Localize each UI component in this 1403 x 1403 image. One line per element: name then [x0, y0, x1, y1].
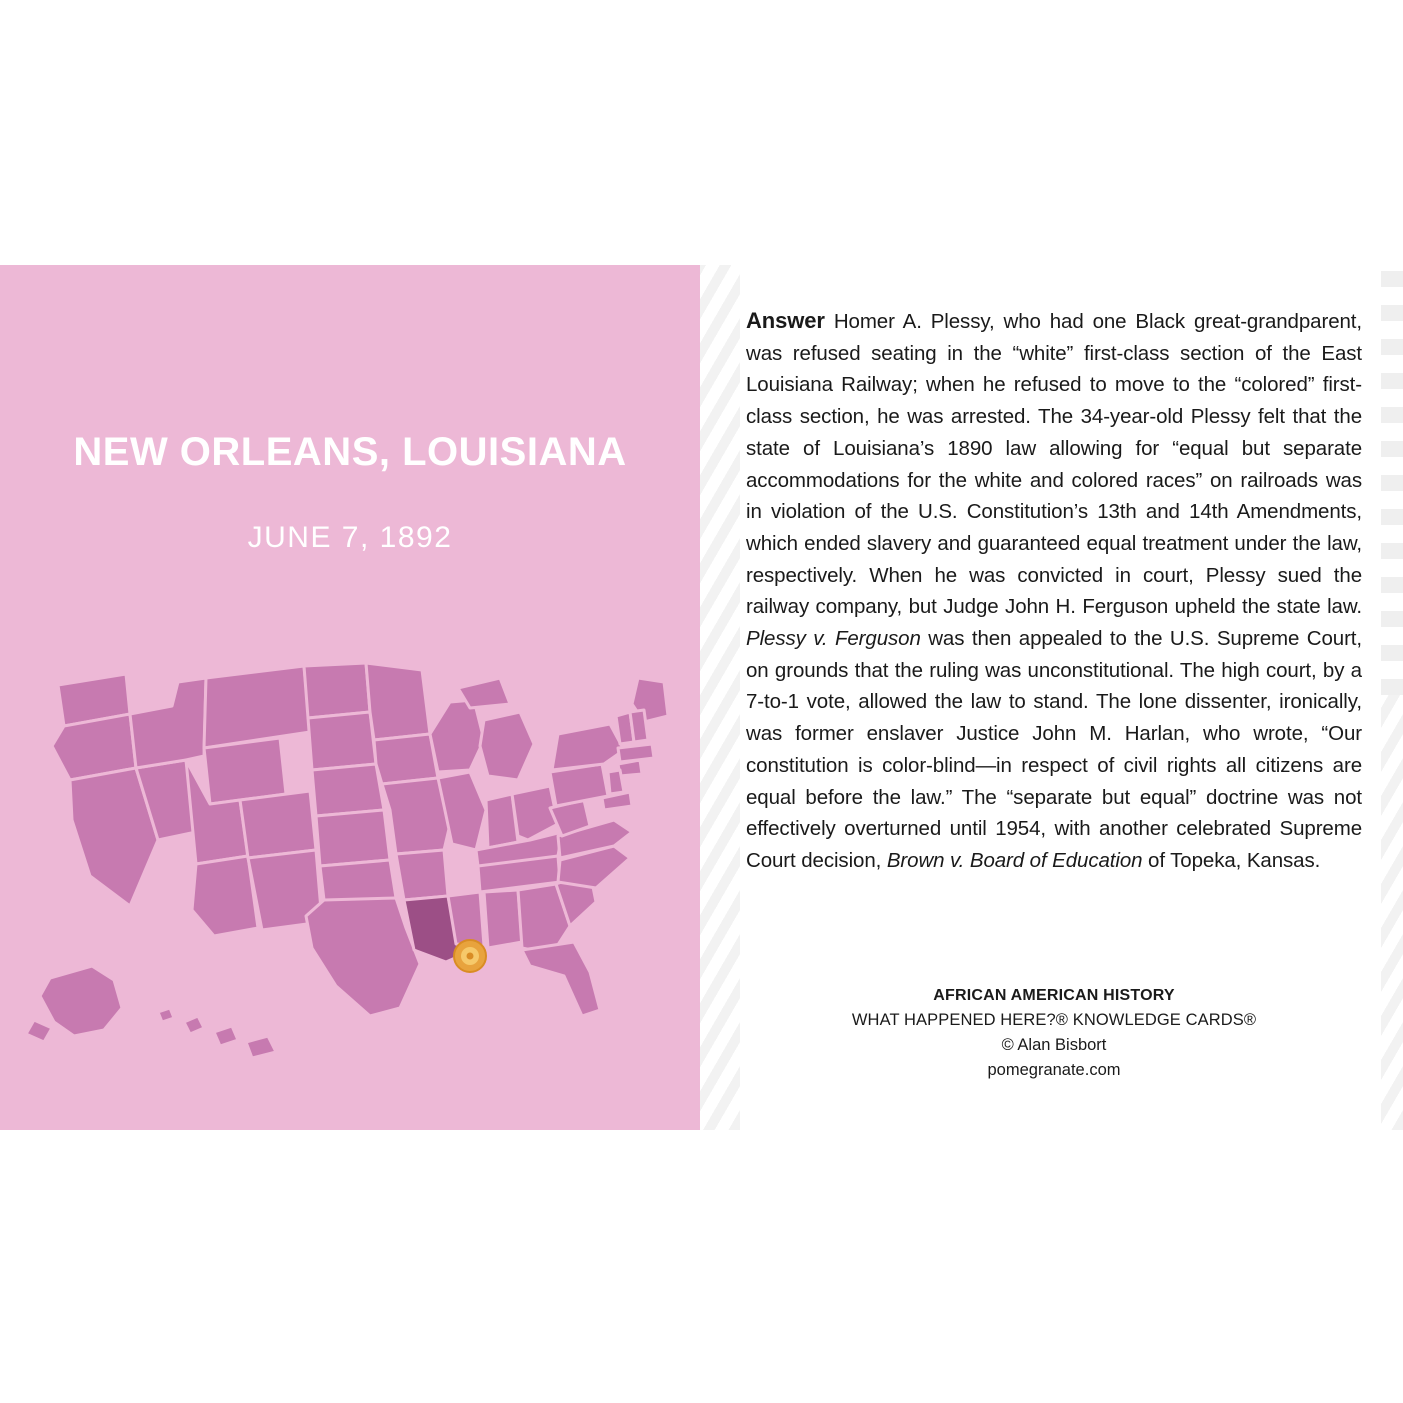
place-date: JUNE 7, 1892: [247, 521, 453, 554]
credit-series-title: AFRICAN AMERICAN HISTORY: [933, 987, 1175, 1004]
card-back-panel: [700, 265, 1403, 1130]
answer-block: [746, 305, 1362, 877]
answer-body: Homer A. Plessy, who had one Black great-grandparent, was refused seating in the “white” first-class section of the East Louisiana Railway; when he refused to move to the “colored” first-class section, he was arrested. The 34-year-old Plessy felt that the state of Louisiana’s 1890 law allowing for “equal but separate accommodations for the white and colored races” on railroads was in violation of the U.S. Constitution’s 13th and 14th Amendments, which ended slavery and guaranteed equal treatment under the law, respectively. When he was convicted in court, Plessy sued the railway company, but Judge John H. Ferguson upheld the state law. Plessy v. Ferguson was then appealed to the U.S. Supreme Court, on grounds that the ruling was unconstitutional. The high court, by a 7-to-1 vote, allowed the law to stand. The lone dissenter, ironically, was former enslaver Justice John M. Harlan, who wrote, “Our constitution is color-blind—in respect of civil rights all citizens are equal before the law.” The “separate but equal” doctrine was not effectively overturned until 1954, with another celebrated Supreme Court decision, Brown v. Board of Education of Topeka, Kansas.: [746, 310, 1362, 872]
flag-stripe-left-decoration: [700, 265, 740, 1130]
place-title: NEW ORLEANS, LOUISIANA: [73, 430, 627, 474]
credit-website: pomegranate.com: [987, 1061, 1121, 1079]
us-map: [18, 660, 683, 1100]
us-map-svg: [18, 660, 683, 1100]
credit-copyright: © Alan Bisbort: [1001, 1036, 1107, 1054]
credits-block: [746, 983, 1362, 1083]
credit-product-title: WHAT HAPPENED HERE?® KNOWLEDGE CARDS®: [851, 1011, 1257, 1029]
location-pin-icon: [454, 940, 486, 972]
flag-stars-decoration: [1381, 265, 1403, 695]
card-front-panel: [0, 265, 700, 1130]
answer-label: Answer: [746, 308, 825, 333]
knowledge-card: [0, 265, 1403, 1130]
